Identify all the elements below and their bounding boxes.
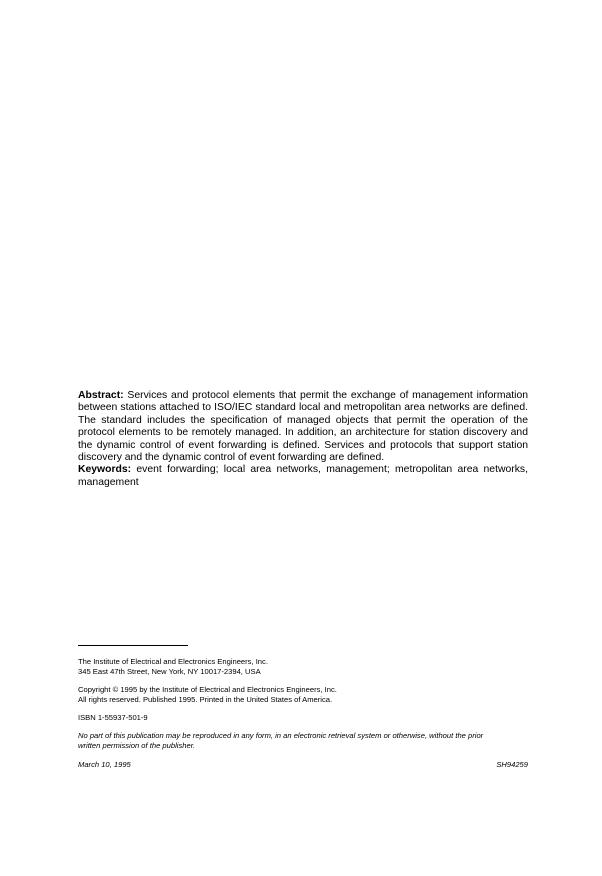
notice-line-1: No part of this publication may be reproduced in any form, in an electronic retrieval system or otherwise, without the prior bbox=[78, 731, 484, 740]
isbn-block bbox=[78, 713, 528, 723]
publisher-block bbox=[78, 657, 528, 677]
copyright-block bbox=[78, 685, 528, 705]
document-code: SH94259 bbox=[496, 760, 528, 769]
publisher-name: The Institute of Electrical and Electronics Engineers, Inc. bbox=[78, 657, 268, 666]
copyright-line-2: All rights reserved. Published 1995. Printed in the United States of America. bbox=[78, 695, 333, 704]
separator-rule bbox=[78, 645, 188, 646]
keywords-text: event forwarding; local area networks, management; metropolitan area networks, management bbox=[78, 464, 528, 488]
isbn-number: ISBN 1-55937-501-9 bbox=[78, 713, 148, 722]
publication-date: March 10, 1995 bbox=[78, 760, 131, 769]
abstract-label: Abstract: bbox=[78, 390, 124, 401]
keywords-label: Keywords: bbox=[78, 464, 132, 476]
publisher-address: 345 East 47th Street, New York, NY 10017-2394, USA bbox=[78, 667, 261, 676]
keywords-paragraph bbox=[78, 464, 528, 489]
abstract-text: Services and protocol elements that permit the exchange of management information between stations attached to ISO/IEC standard local and metropolitan area networks are defined. The standard includes the specification of managed objects that permit the operation of the protocol elements to be remotely managed. In addition, an architecture for station discovery and the dynamic control of event forwarding is defined. Services and protocols that support station discovery and the dynamic control of event forwarding are defined. bbox=[78, 390, 528, 464]
abstract-section bbox=[78, 390, 528, 489]
notice-line-2: written permission of the publisher. bbox=[78, 741, 196, 750]
reproduction-notice bbox=[78, 731, 528, 751]
copyright-line-1: Copyright © 1995 by the Institute of Electrical and Electronics Engineers, Inc. bbox=[78, 685, 337, 694]
abstract-paragraph bbox=[78, 390, 528, 464]
